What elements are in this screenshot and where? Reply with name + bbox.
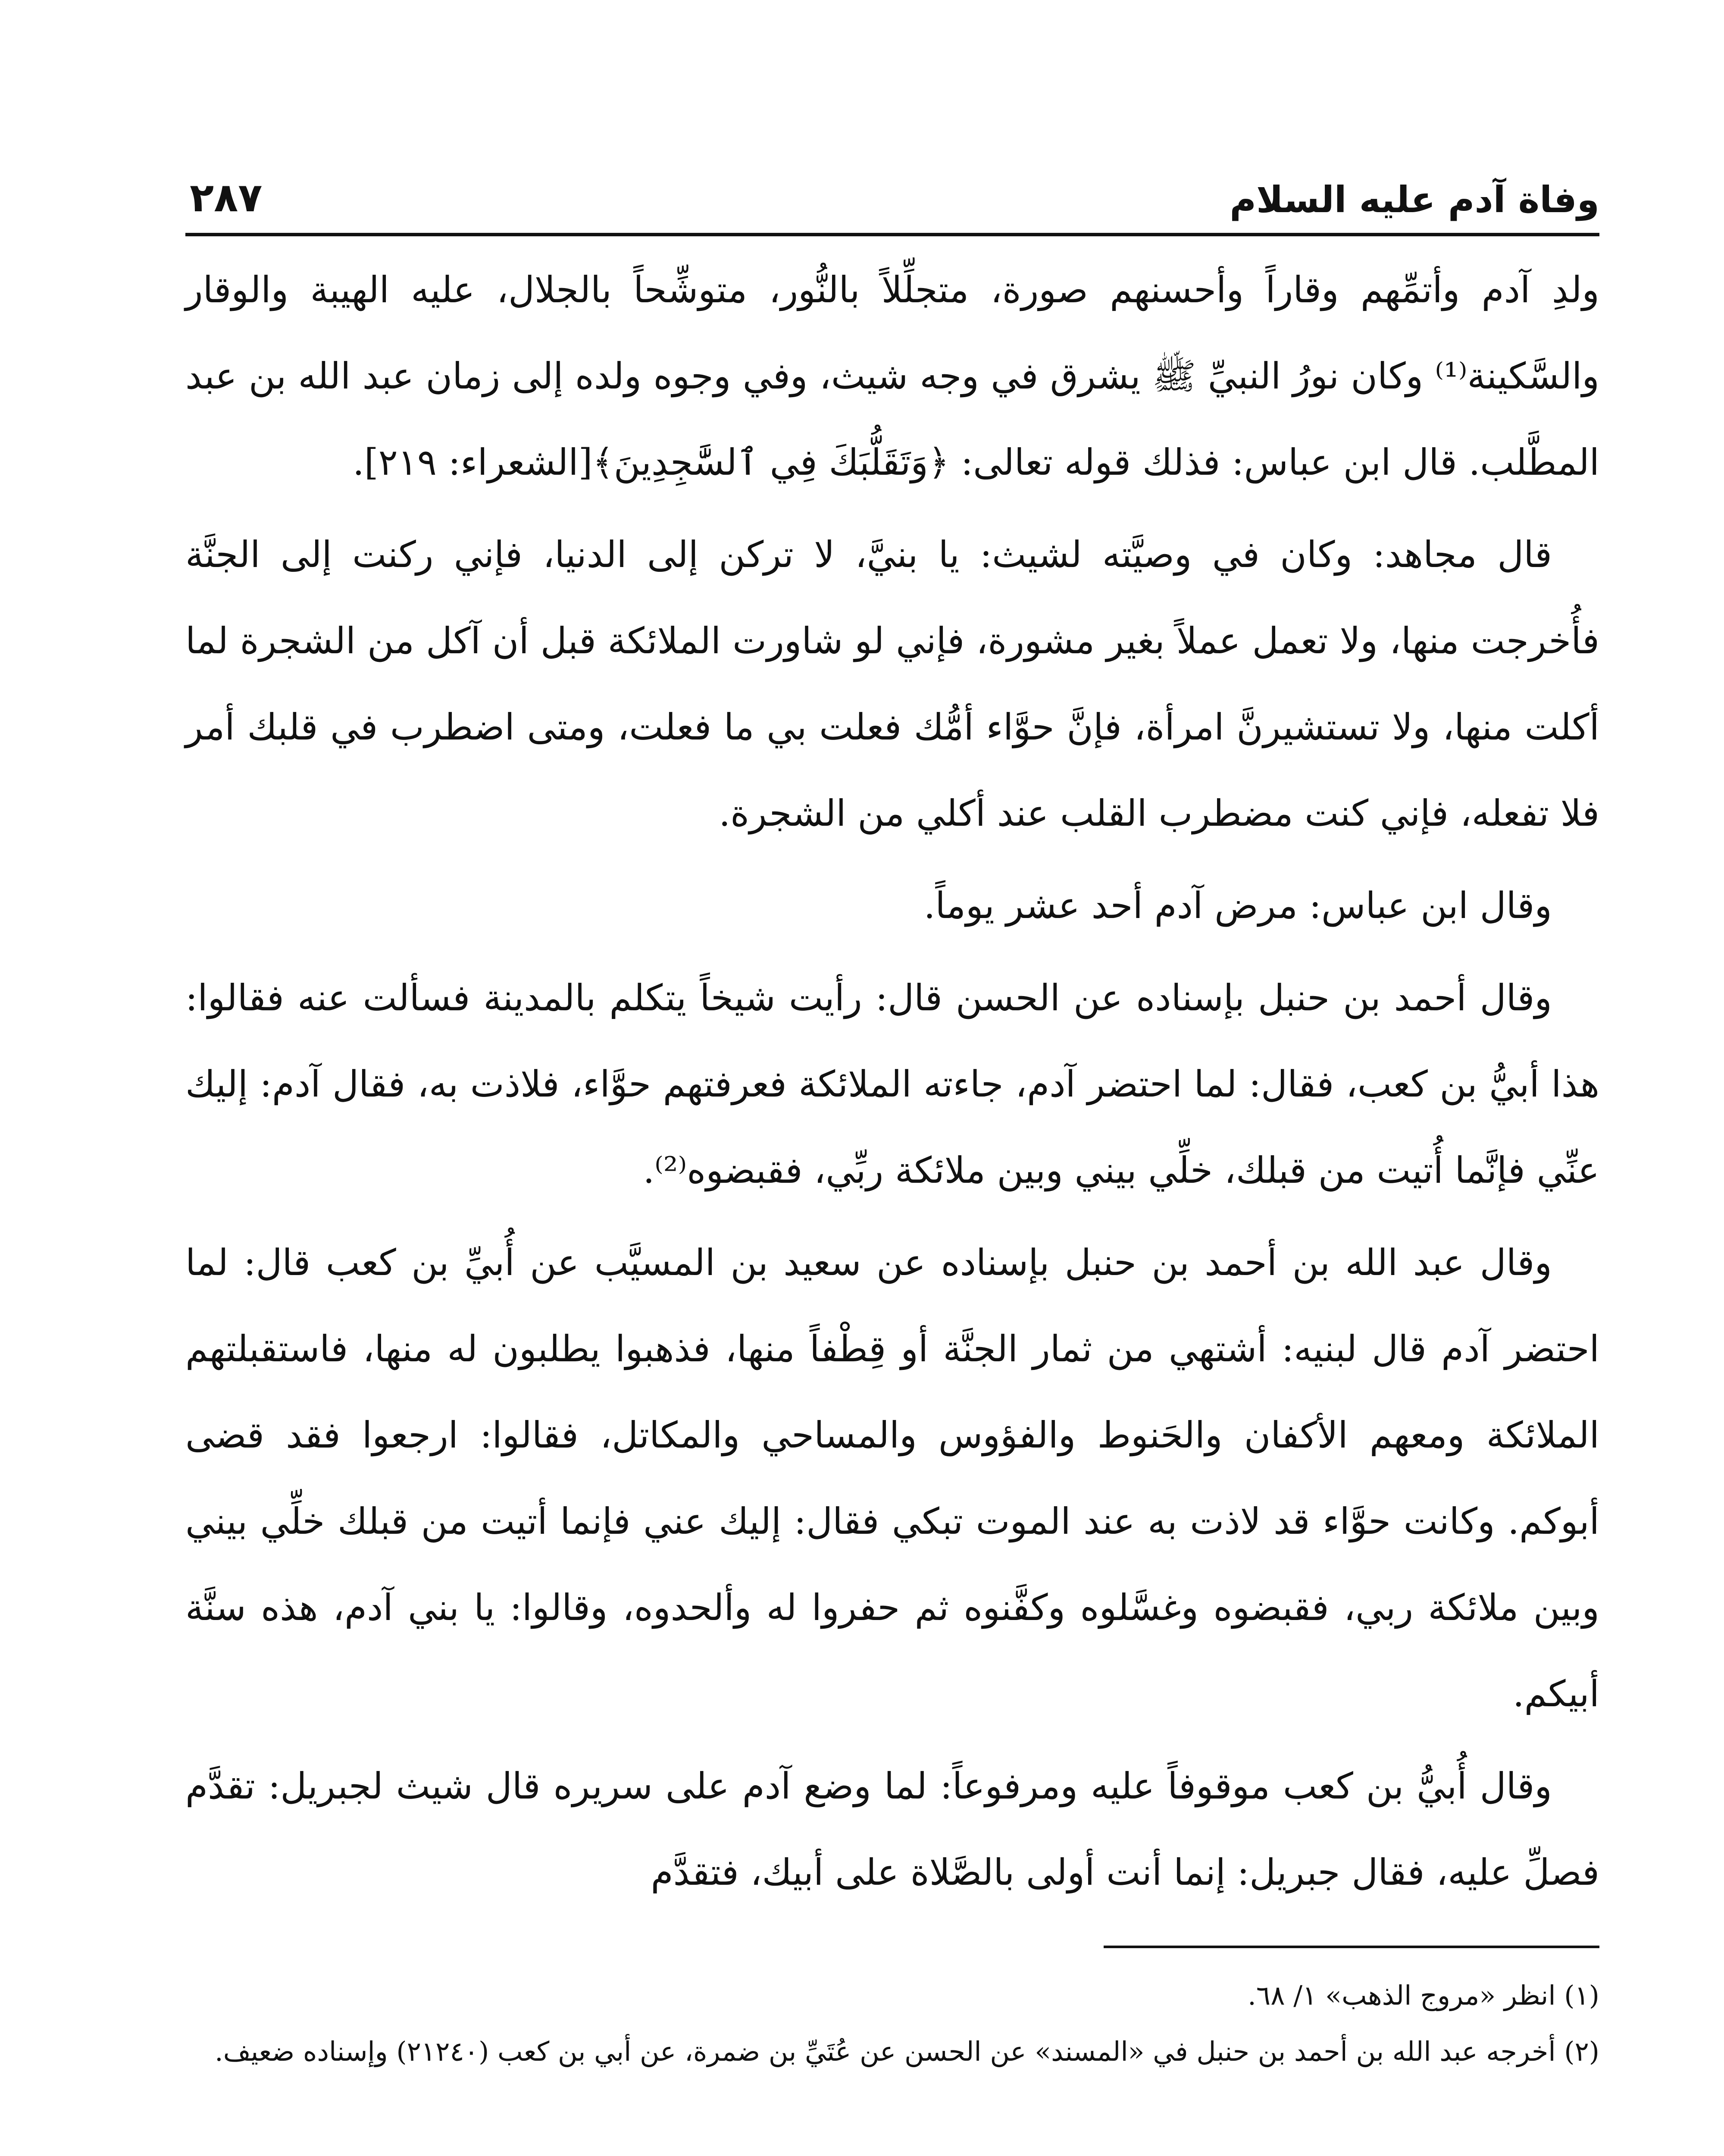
page-number: ٢٨٧ [190, 175, 263, 221]
paragraph-3: وقال ابن عباس: مرض آدم أحد عشر يوماً. [923, 884, 1552, 927]
paragraph-2: قال مجاهد: وكان في وصيَّته لشيث: يا بنيَّ، لا تركن إلى الدنيا، فإني ركنت إلى الجنَّة فأُخرجت منها، ولا تعمل عملاً بغير مشورة، فإني لو شاورت الملائكة قبل أن آكل من الشجرة لما أكلت منها، ولا تستشيرنَّ امرأة، فإنَّ حوَّاء أمُّك فعلت بي ما فعلت، ومتى اضطرب في قلبك أمر فلا تفعله، فإني كنت مضطرب القلب عند أكلي من الشجرة. [185, 533, 1599, 834]
footnote-1: (١) انظر «مروج الذهب» ١/ ٦٨. [1248, 1980, 1599, 2011]
paragraph-1: ولدِ آدم وأتمِّهم وقاراً وأحسنهم صورة، متجلِّلاً بالنُّور، متوشِّحاً بالجلال، عليه الهيبة والوقار والسَّكينة⁽¹⁾ وكان نورُ النبيِّ ﷺ يشرق في وجه شيث، وفي وجوه ولده إلى زمان عبد الله بن عبد المطَّلب. قال ابن عباس: فذلك قوله تعالى: ﴿وَتَقَلُّبَكَ فِي ٱلسَّٰجِدِينَ﴾[الشعراء: ٢١٩]. [185, 269, 1599, 483]
running-title: وفاة آدم عليه السلام [1230, 179, 1599, 221]
paragraph-5: وقال عبد الله بن أحمد بن حنبل بإسناده عن سعيد بن المسيَّب عن أُبيِّ بن كعب قال: لما احتضر آدم قال لبنيه: أشتهي من ثمار الجنَّة أو قِطْفاً منها، فذهبوا يطلبون له منها، فاستقبلتهم الملائكة ومعهم الأكفان والحَنوط والفؤوس والمساحي والمكاتل، فقالوا: ارجعوا فقد قضى أبوكم. وكانت حوَّاء قد لاذت به عند الموت تبكي فقال: إليك عني فإنما أتيت من قبلك خلِّي بيني وبين ملائكة ربي، فقبضوه وغسَّلوه وكفَّنوه ثم حفروا له وألحدوه، وقالوا: يا بني آدم، هذه سنَّة أبيكم. [185, 1241, 1599, 1715]
book-page [185, 129, 1599, 2156]
footnote-separator [1104, 1946, 1599, 1948]
page-header [185, 129, 1599, 236]
main-text [185, 247, 1599, 1915]
footnote-2: (٢) أخرجه عبد الله بن أحمد بن حنبل في «المسند» عن الحسن عن عُتَيِّ بن ضمرة، عن أبي بن كعب (٢١٢٤٠) وإسناده ضعيف. [214, 2036, 1599, 2067]
footnotes [185, 1970, 1599, 2078]
paragraph-6: وقال أُبيُّ بن كعب موقوفاً عليه ومرفوعاً: لما وضع آدم على سريره قال شيث لجبريل: تقدَّم فصلِّ عليه، فقال جبريل: إنما أنت أولى بالصَّلاة على أبيك، فتقدَّم [185, 1765, 1599, 1893]
paragraph-4: وقال أحمد بن حنبل بإسناده عن الحسن قال: رأيت شيخاً يتكلم بالمدينة فسألت عنه فقالوا: هذا أبيُّ بن كعب، فقال: لما احتضر آدم، جاءته الملائكة فعرفتهم حوَّاء، فلاذت به، فقال آدم: إليك عنِّي فإنَّما أُتيت من قبلك، خلِّي بيني وبين ملائكة ربِّي، فقبضوه⁽²⁾. [185, 977, 1599, 1191]
